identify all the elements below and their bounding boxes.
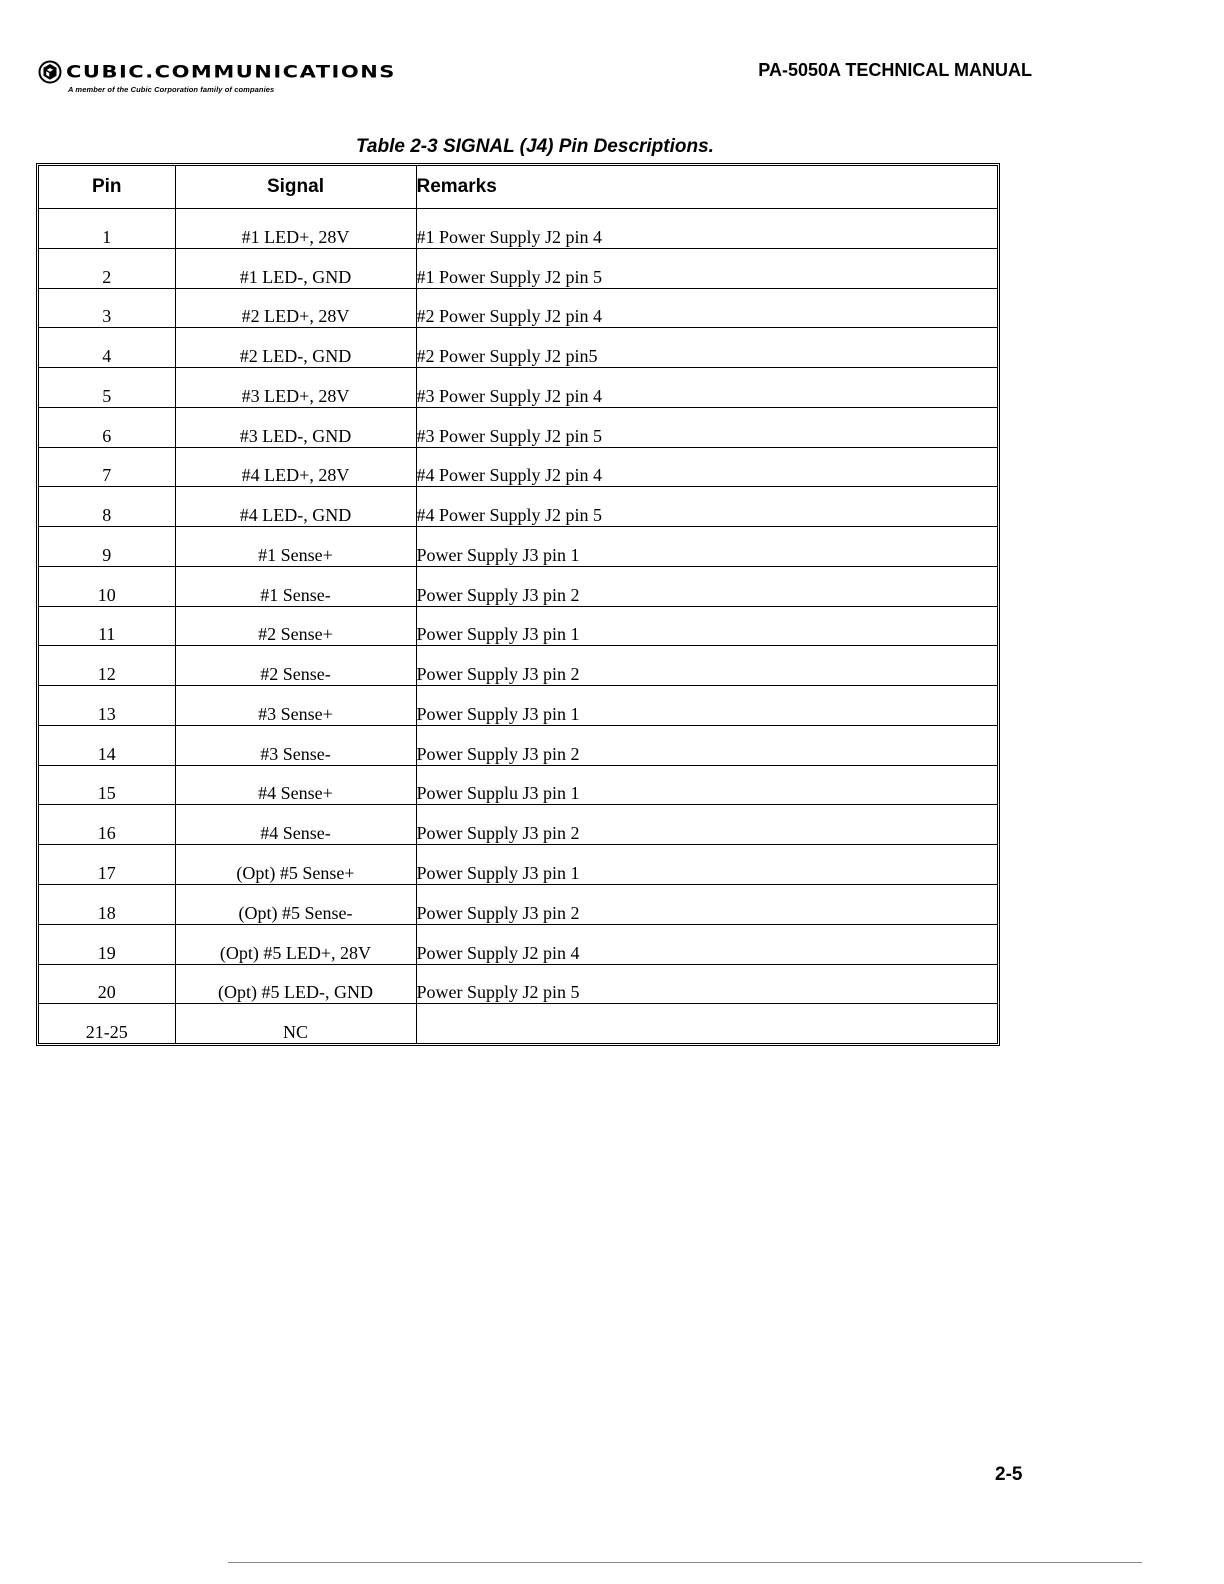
remarks-cell: Power Supply J3 pin 2 bbox=[416, 805, 997, 845]
pin-description-table bbox=[39, 166, 997, 1043]
signal-cell: (Opt) #5 Sense+ bbox=[175, 845, 416, 885]
signal-cell: #3 Sense+ bbox=[175, 686, 416, 726]
table-row bbox=[39, 527, 997, 567]
pin-cell: 14 bbox=[39, 725, 175, 765]
table-row bbox=[39, 885, 997, 925]
table-row bbox=[39, 288, 997, 328]
pin-cell: 4 bbox=[39, 328, 175, 368]
remarks-cell: #1 Power Supply J2 pin 4 bbox=[416, 209, 997, 249]
remarks-cell: Power Supply J2 pin 5 bbox=[416, 964, 997, 1004]
remarks-cell: #2 Power Supply J2 pin5 bbox=[416, 328, 997, 368]
signal-cell: #3 Sense- bbox=[175, 725, 416, 765]
signal-cell: #4 LED+, 28V bbox=[175, 447, 416, 487]
pin-cell: 21-25 bbox=[39, 1004, 175, 1043]
pin-cell: 13 bbox=[39, 686, 175, 726]
table-row bbox=[39, 646, 997, 686]
signal-cell: #1 Sense- bbox=[175, 566, 416, 606]
table-row bbox=[39, 725, 997, 765]
signal-cell: (Opt) #5 Sense- bbox=[175, 885, 416, 925]
signal-cell: #2 LED+, 28V bbox=[175, 288, 416, 328]
remarks-cell: Power Supply J3 pin 1 bbox=[416, 845, 997, 885]
pin-cell: 8 bbox=[39, 487, 175, 527]
pin-cell: 5 bbox=[39, 368, 175, 408]
signal-cell: (Opt) #5 LED-, GND bbox=[175, 964, 416, 1004]
pin-cell: 18 bbox=[39, 885, 175, 925]
pin-cell: 20 bbox=[39, 964, 175, 1004]
remarks-cell: Power Supply J3 pin 2 bbox=[416, 646, 997, 686]
signal-cell: (Opt) #5 LED+, 28V bbox=[175, 924, 416, 964]
pin-cell: 11 bbox=[39, 606, 175, 646]
remarks-cell: Power Supply J3 pin 1 bbox=[416, 686, 997, 726]
signal-cell: #2 LED-, GND bbox=[175, 328, 416, 368]
pin-cell: 3 bbox=[39, 288, 175, 328]
remarks-cell: #2 Power Supply J2 pin 4 bbox=[416, 288, 997, 328]
table-row bbox=[39, 606, 997, 646]
page-number: 2-5 bbox=[995, 1464, 1023, 1485]
table-row bbox=[39, 209, 997, 249]
table-header-row bbox=[39, 166, 997, 209]
table-row bbox=[39, 248, 997, 288]
pin-cell: 1 bbox=[39, 209, 175, 249]
signal-cell: #2 Sense+ bbox=[175, 606, 416, 646]
signal-cell: #4 Sense- bbox=[175, 805, 416, 845]
table-row bbox=[39, 328, 997, 368]
remarks-cell: #3 Power Supply J2 pin 4 bbox=[416, 368, 997, 408]
remarks-cell: #3 Power Supply J2 pin 5 bbox=[416, 407, 997, 447]
remarks-cell: #4 Power Supply J2 pin 5 bbox=[416, 487, 997, 527]
signal-cell: #4 Sense+ bbox=[175, 765, 416, 805]
pin-cell: 6 bbox=[39, 407, 175, 447]
company-logo bbox=[38, 60, 396, 94]
company-name: CUBIC.COMMUNICATIONS bbox=[66, 62, 396, 82]
pin-cell: 9 bbox=[39, 527, 175, 567]
table-row bbox=[39, 1004, 997, 1043]
pin-cell: 19 bbox=[39, 924, 175, 964]
table-row bbox=[39, 964, 997, 1004]
pin-cell: 16 bbox=[39, 805, 175, 845]
remarks-cell: Power Supplu J3 pin 1 bbox=[416, 765, 997, 805]
column-header-remarks: Remarks bbox=[416, 166, 997, 209]
remarks-cell bbox=[416, 1004, 997, 1043]
table-row bbox=[39, 686, 997, 726]
footer-rule bbox=[228, 1562, 1142, 1563]
pin-cell: 2 bbox=[39, 248, 175, 288]
company-tagline: A member of the Cubic Corporation family of companies bbox=[68, 85, 275, 94]
table-row bbox=[39, 407, 997, 447]
signal-cell: #2 Sense- bbox=[175, 646, 416, 686]
table-row bbox=[39, 924, 997, 964]
pin-cell: 17 bbox=[39, 845, 175, 885]
table-row bbox=[39, 845, 997, 885]
remarks-cell: #1 Power Supply J2 pin 5 bbox=[416, 248, 997, 288]
signal-cell: #1 LED+, 28V bbox=[175, 209, 416, 249]
remarks-cell: #4 Power Supply J2 pin 4 bbox=[416, 447, 997, 487]
remarks-cell: Power Supply J3 pin 1 bbox=[416, 527, 997, 567]
cubic-globe-icon bbox=[38, 60, 62, 84]
pin-cell: 7 bbox=[39, 447, 175, 487]
signal-cell: #4 LED-, GND bbox=[175, 487, 416, 527]
signal-cell: NC bbox=[175, 1004, 416, 1043]
column-header-signal: Signal bbox=[175, 166, 416, 209]
table-row bbox=[39, 487, 997, 527]
table-row bbox=[39, 765, 997, 805]
table-row bbox=[39, 566, 997, 606]
remarks-cell: Power Supply J2 pin 4 bbox=[416, 924, 997, 964]
remarks-cell: Power Supply J3 pin 2 bbox=[416, 885, 997, 925]
table-row bbox=[39, 447, 997, 487]
signal-cell: #3 LED+, 28V bbox=[175, 368, 416, 408]
remarks-cell: Power Supply J3 pin 2 bbox=[416, 725, 997, 765]
table-caption: Table 2-3 SIGNAL (J4) Pin Descriptions. bbox=[356, 136, 714, 157]
pin-cell: 15 bbox=[39, 765, 175, 805]
column-header-pin: Pin bbox=[39, 166, 175, 209]
manual-title: PA-5050A TECHNICAL MANUAL bbox=[758, 60, 1032, 80]
remarks-cell: Power Supply J3 pin 1 bbox=[416, 606, 997, 646]
pin-cell: 12 bbox=[39, 646, 175, 686]
signal-cell: #3 LED-, GND bbox=[175, 407, 416, 447]
pin-cell: 10 bbox=[39, 566, 175, 606]
signal-cell: #1 Sense+ bbox=[175, 527, 416, 567]
table-row bbox=[39, 368, 997, 408]
signal-cell: #1 LED-, GND bbox=[175, 248, 416, 288]
table-row bbox=[39, 805, 997, 845]
remarks-cell: Power Supply J3 pin 2 bbox=[416, 566, 997, 606]
pin-table-frame bbox=[36, 163, 1000, 1046]
